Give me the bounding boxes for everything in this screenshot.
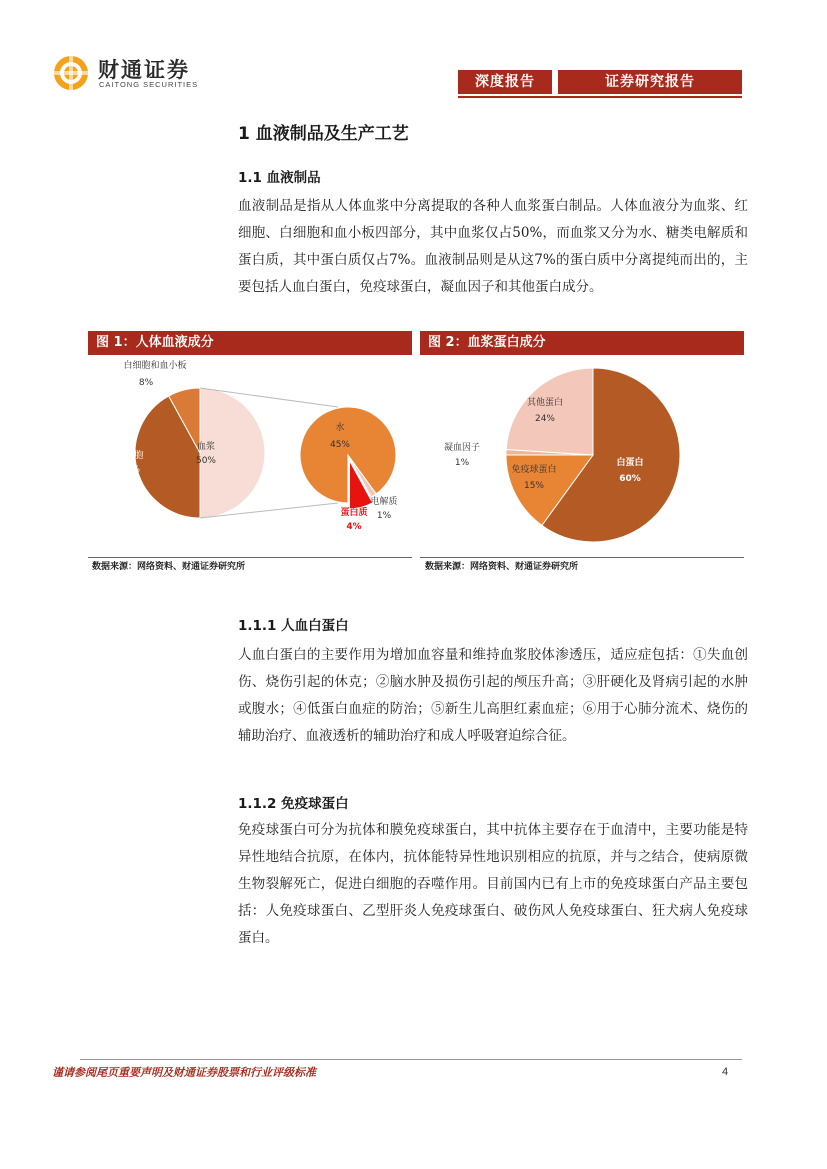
page-number: 4 (722, 1066, 729, 1078)
figure-2-rule (420, 557, 744, 558)
section-paragraph: 免疫球蛋白可分为抗体和膜免疫球蛋白，其中抗体主要存在于血清中，主要功能是特异性地结合抗原，在体内，抗体能特异性地识别相应的抗原，并与之结合，使病原微生物裂解死亡，促进白细胞的吞噬作用。目前国内已有上市的免疫球蛋白产品主要包括：人免疫球蛋白、乙型肝炎人免疫球蛋白、破伤风人免疫球蛋白、狂犬病人免疫球蛋白。 (238, 822, 748, 946)
slice-label-wbc: 白细胞和血小板 (123, 361, 187, 371)
slice-label-other: 其他蛋白 (526, 398, 564, 408)
logo-mark-icon (52, 54, 90, 92)
slice-value-plasma: 50% (195, 456, 217, 466)
logo-text-en: CAITONG SECURITIES (99, 80, 199, 89)
company-logo (52, 52, 222, 94)
slice-label-ig: 免疫球蛋白 (511, 465, 557, 475)
slice-label-rbc: 红细胞 (116, 451, 144, 461)
slice-value-rbc: 42% (119, 465, 141, 475)
report-category-tag: 证券研究报告 (558, 70, 742, 94)
slice-value-albumin: 60% (619, 474, 641, 484)
protein-slice-3 (506, 368, 593, 455)
footer-disclaimer: 谨请参阅尾页重要声明及财通证券股票和行业评级标准 (52, 1066, 316, 1079)
header-divider (458, 96, 742, 98)
slice-value-wbc: 8% (138, 378, 154, 388)
subsection-title: 1.1.1 人血白蛋白 (238, 618, 349, 634)
figure-2-chart (420, 355, 744, 557)
sub-slice-label-electrolyte: 电解质 (370, 497, 398, 507)
logo-text-cn: 财通证券 (98, 57, 190, 82)
slice-value-other: 24% (534, 414, 556, 424)
sub-slice-label-water: 水 (335, 423, 345, 433)
sub-slice-value-water: 45% (329, 440, 351, 450)
plasma-sub-slice-0 (300, 407, 396, 503)
report-type-tag: 深度报告 (458, 70, 552, 94)
figure-2-source: 数据来源：网络资料、财通证券研究所 (425, 562, 579, 572)
sub-slice-value-electrolyte: 1% (376, 511, 392, 521)
figure-1-source: 数据来源：网络资料、财通证券研究所 (92, 562, 246, 572)
section-paragraph: 血液制品是指从人体血浆中分离提取的各种人血浆蛋白制品。人体血液分为血浆、红细胞、白细胞和血小板四部分，其中血浆仅占50%，而血浆又分为水、糖类电解质和蛋白质，其中蛋白质仅占7%。血液制品则是从这7%的蛋白质中分离提纯而出的，主要包括人血白蛋白，免疫球蛋白，凝血因子和其他蛋白成分。 (238, 198, 748, 295)
sub-slice-value-protein: 4% (346, 522, 362, 532)
slice-value-ig: 15% (523, 481, 545, 491)
figure-1-rule (88, 557, 412, 558)
blood-slice-0 (200, 388, 265, 518)
footer-divider (80, 1059, 742, 1060)
subsection-title: 1.1.2 免疫球蛋白 (238, 796, 349, 812)
slice-value-coag: 1% (454, 458, 470, 468)
subsection-title: 1.1 血液制品 (238, 170, 321, 186)
section-paragraph: 人血白蛋白的主要作用为增加血容量和维持血浆胶体渗透压，适应症包括：①失血创伤、烧伤引起的休克；②脑水肿及损伤引起的颅压升高；③肝硬化及肾病引起的水肿或腹水；④低蛋白血症的防治；⑤新生儿高胆红素血症；⑥用于心肺分流术、烧伤的辅助治疗、血液透析的辅助治疗和成人呼吸窘迫综合征。 (238, 647, 748, 744)
slice-label-albumin: 白蛋白 (616, 458, 644, 468)
figure-1-title: 图 1：人体血液成分 (88, 331, 412, 355)
slice-label-plasma: 血浆 (196, 442, 216, 452)
section-title: 1 血液制品及生产工艺 (238, 124, 409, 144)
figure-1-chart (88, 355, 412, 557)
figure-2-title: 图 2：血浆蛋白成分 (420, 331, 744, 355)
slice-label-coag: 凝血因子 (443, 443, 481, 453)
sub-slice-label-protein: 蛋白质 (340, 508, 368, 518)
